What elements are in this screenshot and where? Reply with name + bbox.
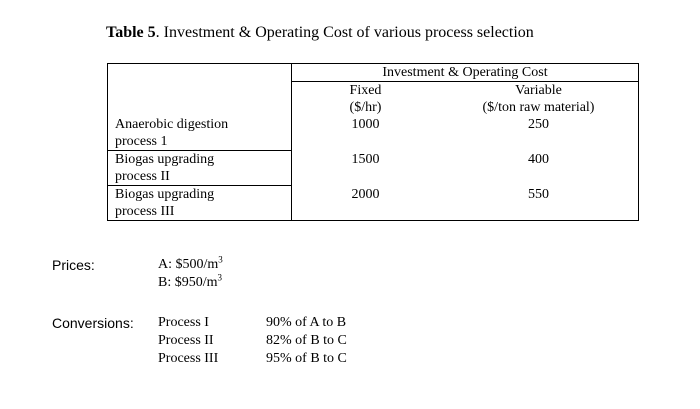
prices-label: Prices: [52,257,95,273]
fixed-cost-cell: 1000 [351,117,380,132]
header-empty-cell [108,64,292,82]
process-name-cell [108,186,292,221]
conversion-process-3: Process III [158,351,219,366]
fixed-cost-cell: 2000 [292,186,440,221]
process-name-cell [108,116,292,151]
conversion-value-3: 95% of B to C [266,351,347,366]
table-row [108,151,639,186]
process-name [108,116,291,150]
table-subheader-row [108,82,639,117]
conversion-value-2: 82% of B to C [266,333,347,348]
process-name [108,186,291,220]
variable-header-unit: ($/ton raw material) [482,100,595,115]
variable-cost-cell: 400 [439,151,639,186]
fixed-header-title: Fixed [349,83,382,98]
variable-header [439,82,639,117]
table-row [108,186,639,221]
price-item-a [158,254,223,273]
fixed-cost-cell: 1500 [351,151,380,167]
price-item-b [158,272,223,291]
process-name-line2: process II [115,169,170,184]
process-name-line2: process III [115,204,175,219]
table-caption [106,24,534,42]
caption-text: . Investment & Operating Cost of various process selection [155,24,534,41]
process-name-line1: Biogas upgrading [115,152,215,167]
price-item-a-text: A: $500/m [158,257,219,272]
process-name-cell [108,151,292,186]
variable-cost-cell: 250 [439,116,639,151]
cost-table [107,63,639,221]
price-item-b-text: B: $950/m [158,275,218,290]
fixed-header-unit: ($/hr) [349,100,382,115]
conversion-value-1: 90% of A to B [266,315,347,330]
fixed-header [292,82,440,117]
subheader-empty-cell [108,82,292,117]
table-row [108,116,639,151]
table-header-row [108,64,639,82]
caption-label: Table 5 [106,24,156,41]
variable-header-title: Variable [515,83,562,98]
price-item-a-sup: 3 [218,254,223,265]
conversion-process-1: Process I [158,315,209,330]
group-header: Investment & Operating Cost [292,64,639,82]
process-name [108,151,291,185]
process-name-line1: Anaerobic digestion [115,117,229,132]
process-name-line2: process 1 [115,134,168,149]
conversion-process-2: Process II [158,333,214,348]
price-item-b-sup: 3 [217,272,223,283]
conversions-label: Conversions: [52,315,134,331]
variable-cost-cell: 550 [439,186,639,221]
process-name-line1: Biogas upgrading [115,187,215,202]
